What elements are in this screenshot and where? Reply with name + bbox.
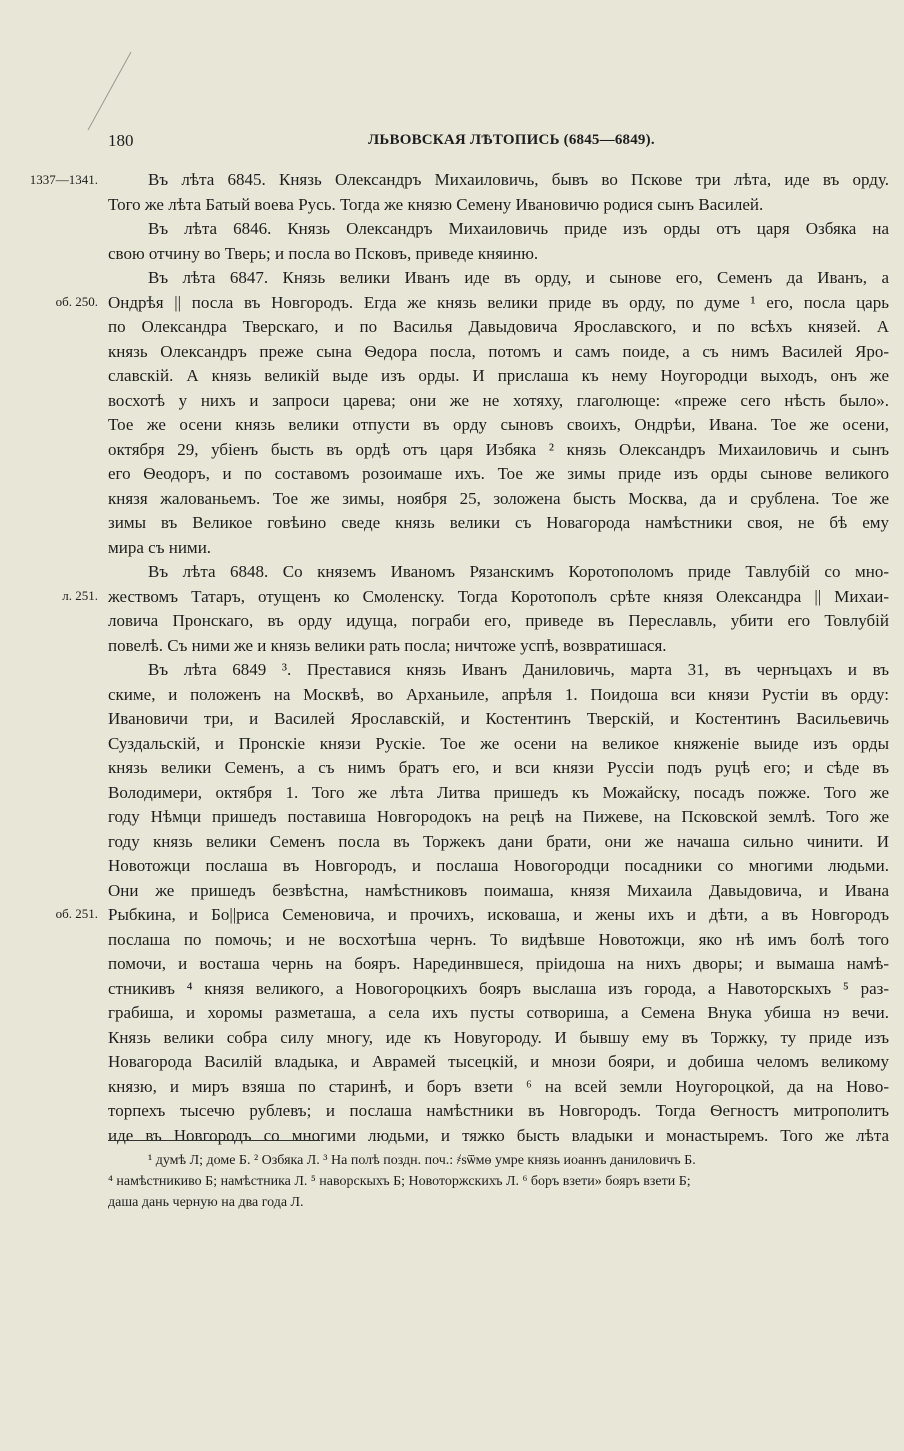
text-line: Суздальскій, и Пронскіе князи Рускіе. Тое же осени на великое княженіе выиде изъ орды xyxy=(108,733,889,753)
text-line: ловича Пронскаго, въ орду идуща, пограби его, приведе въ Переславль, убити его Товлубій xyxy=(108,611,889,630)
footnote-rule xyxy=(108,1140,320,1141)
text-line: князь Олександръ преже сына Ѳедора посла, потомъ и самъ поиде, а съ нимъ Василей Яро- xyxy=(108,341,889,361)
text-line: князь велики Семенъ, а съ нимъ братъ его, и вси князи Руссіи подъ руцѣ его; и сѣде въ xyxy=(108,758,889,777)
footnote-line: ¹ думѣ Л; доме Б. ² Озбяка Л. ³ На полѣ поздн. поч.: ҂ѕѿмѳ умре князь иоаннъ даниловичъ Б. xyxy=(148,1153,696,1168)
text-line: Въ лѣта 6846. Князь Олександръ Михаиловичь приде изъ орды отъ царя Озбяка на xyxy=(148,219,889,238)
text-line: Новагорода Василій владыка, и Аврамей тысецкій, и мнози бояри, и добиша челомъ великому xyxy=(108,1052,889,1071)
text-line: зимы въ Великое говѣино сведе князь велики съ Новагорода намѣстники своя, не бѣ ему xyxy=(108,513,889,532)
text-line: Ондрѣя || посла въ Новгородъ. Егда же князь велики приде въ орду, по думе ¹ его, посла царь xyxy=(108,292,889,312)
footnotes xyxy=(108,1150,889,1213)
footnote-line: ⁴ намѣстникиво Б; намѣстника Л. ⁵ наворскыхъ Б; Новоторжскихъ Л. ⁶ боръ взети» бояръ взети Б; xyxy=(108,1174,691,1189)
text-line: его Ѳеодоръ, и по составомъ розоимаше ихъ. Тое же зимы приде изъ орды сынове великого xyxy=(108,464,889,483)
margin-note-years: 1337—1341. xyxy=(29,172,98,187)
text-line: Тое же осени князь велики отпусти въ орду сыновъ своихъ, Ондрѣи, Ивана. Тое же осени, xyxy=(108,415,889,434)
text-line: по Олександра Тверскаго, и по Василья Давыдовича Ярославского, и по всѣхъ князей. А xyxy=(108,317,889,336)
text-line: стникивъ ⁴ князя великого, а Новогороцкихъ бояръ выслаша изъ города, а Навоторскыхъ ⁵ раз- xyxy=(108,978,889,998)
text-line: году Нѣмци пришедъ поставиша Новгородокъ на рецѣ на Пижеве, на Псковской землѣ. Того же xyxy=(108,807,889,826)
text-line: октября 29, убіенъ бысть въ ордѣ отъ царя Избяка ² князь Олександръ Михаиловичь и сынъ xyxy=(108,439,889,459)
text-line: свою отчину во Тверь; и посла во Псковъ, приведе княиню. xyxy=(108,243,539,263)
text-line: помочи, и восташа чернь на бояръ. Нарединвшеся, пріидоша на нихъ дворы; и вымаша намѣ- xyxy=(108,954,889,973)
text-line: князю, и миръ взяша по старинѣ, и боръ взети ⁶ на всей земли Ноугороцкой, да на Ново- xyxy=(108,1076,889,1096)
footnote-line: даша дань черную на два года Л. xyxy=(108,1195,304,1210)
text-line: князя жалованьемъ. Тое же зимы, ноября 25, золожена бысть Москва, да и срублена. Тое же xyxy=(108,488,889,508)
text-line: Князь велики собра силу многу, иде къ Новугороду. И бывшу ему въ Торжку, ту приде изъ xyxy=(108,1027,889,1047)
text-line: Того же лѣта Батый воева Русь. Тогда же князю Семену Ивановичю родися сынъ Василей. xyxy=(108,194,764,214)
text-line: жествомъ Татаръ, отущенъ ко Смоленску. Тогда Коротополъ срѣте князя Олександра || Михаи- xyxy=(108,586,889,606)
text-line: Володимери, октября 1. Того же лѣта Литва пришедъ къ Можайску, посадъ пожже. Того же xyxy=(108,782,889,802)
text-line: послаша по помочь; и не восхотѣша чернъ. То видѣвше Новотожци, яко нѣ имъ болѣ того xyxy=(108,929,889,949)
text-line: Рыбкина, и Бо||риса Семеновича, и прочихъ, исковаша, и жены ихъ и дѣти, а въ Новгородъ xyxy=(108,905,889,924)
text-line: торпехъ тысечю рублевъ; и послаша намѣстники въ Новгородъ. Тогда Ѳегностъ митрополитъ xyxy=(108,1101,889,1120)
text-line: скиме, и положенъ на Москвѣ, во Арханьиле, апрѣля 1. Поидоша вси князи Рустіи въ орду: xyxy=(108,684,889,704)
margin-note-folio: л. 251. xyxy=(62,588,98,603)
page-number: 180 xyxy=(108,131,134,150)
text-line: славскій. А князь великій выде изъ орды. И прислаша къ нему Ноугородци выходъ, онъ же xyxy=(108,366,889,385)
text-line: иде въ Новгородъ со многими людьми, и тяжко бысть владыки и монастыремъ. Того же лѣта xyxy=(108,1125,889,1145)
main-text xyxy=(108,168,889,1148)
text-line: Новотожци послаша въ Новгородъ, и послаша Новогородци посадники со многими людьми. xyxy=(108,856,889,875)
text-line: Въ лѣта 6849 ³. Преставися князь Иванъ Даниловичь, марта 31, въ чернъцахъ и въ xyxy=(148,660,889,679)
text-line: Въ лѣта 6848. Со княземъ Иваномъ Рязанскимъ Коротополомъ приде Тавлубій со мно- xyxy=(148,562,889,581)
text-line: году князь велики Семенъ посла въ Торжекъ дани брати, они же начаша сильно чинити. И xyxy=(108,831,889,851)
text-line: повелѣ. Съ ними же и князь велики рать посла; ничтоже успѣ, возвратишася. xyxy=(108,635,667,655)
text-line: мира съ ними. xyxy=(108,537,212,557)
page-header xyxy=(108,131,888,155)
margin-note-folio: об. 250. xyxy=(55,294,98,309)
text-line: восхотѣ у нихъ и запроси царева; они же не хотяху, глаголюще: «преже сего нѣсть было». xyxy=(108,390,889,410)
margin-note-folio: об. 251. xyxy=(55,906,98,921)
running-title: ЛЬВОВСКАЯ ЛѢТОПИСЬ (6845—6849). xyxy=(368,132,655,148)
text-line: Ивановичи три, и Василей Ярославскій, и Костентинъ Тверскій, и Костентинъ Васильевичь xyxy=(108,709,889,728)
text-line: Въ лѣта 6847. Князь велики Иванъ иде въ орду, и сынове его, Семенъ да Иванъ, а xyxy=(148,268,889,287)
text-line: Въ лѣта 6845. Князь Олександръ Михаиловичь, бывъ во Пскове три лѣта, иде въ орду. xyxy=(148,170,889,189)
text-line: грабиша, и хоромы разметаша, а села ихъ пусты сотвориша, а Семена Внука убиша нэ вечи. xyxy=(108,1003,889,1022)
text-line: Они же пришедъ безвѣстна, намѣстниковъ поимаша, князя Михаила Давыдовича, и Ивана xyxy=(108,880,889,900)
